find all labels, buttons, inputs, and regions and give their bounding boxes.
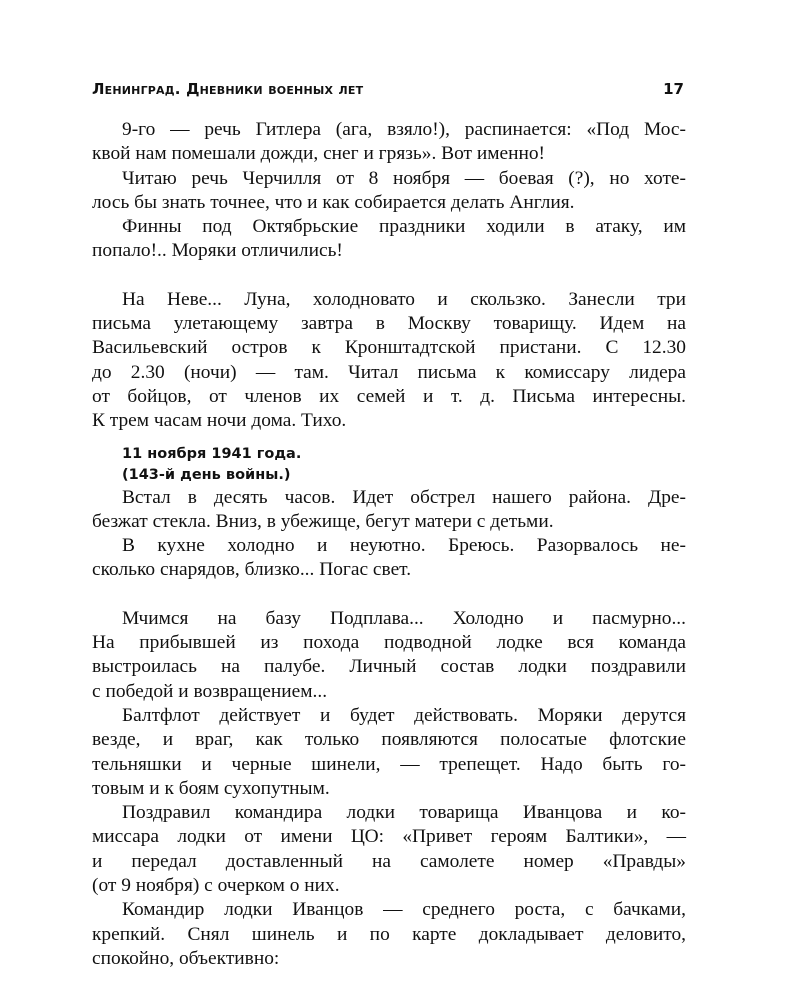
- text-line: товым и к боям сухопутным.: [92, 777, 330, 799]
- running-header: [92, 80, 684, 102]
- paragraph: [92, 215, 686, 264]
- text-line: Командир лодки Иванцов — среднего роста, с бачками,: [122, 899, 686, 921]
- paragraph: [92, 801, 686, 898]
- text-line: В кухне холодно и неуютно. Бреюсь. Разорвалось не-: [122, 535, 686, 557]
- entry-date: 11 ноября 1941 года.: [122, 445, 302, 462]
- text-line: выстроилась на палубе. Личный состав лодки поздравили: [92, 656, 686, 678]
- text-line: тельняшки и черные шинели, — трепещет. Надо быть го-: [92, 753, 686, 775]
- paragraph: [92, 898, 686, 971]
- paragraph: [92, 167, 686, 216]
- paragraph: [92, 607, 686, 704]
- text-line: Мчимся на базу Подплава... Холодно и пасмурно...: [122, 607, 686, 629]
- text-line: Читаю речь Черчилля от 8 ноября — боевая (?), но хоте-: [122, 167, 686, 189]
- text-line: квой нам помешали дожди, снег и грязь». Вот именно!: [92, 143, 545, 165]
- text-line: На прибывшей из похода подводной лодке вся команда: [92, 632, 686, 654]
- text-line: везде, и враг, как только появляются полосатые флотские: [92, 729, 686, 751]
- text-line: и передал доставленный на самолете номер «Правды»: [92, 850, 686, 872]
- body-text: [92, 118, 686, 971]
- text-line: (от 9 ноября) с очерком о них.: [92, 875, 340, 897]
- text-line: с победой и возвращением...: [92, 680, 328, 702]
- entry-heading: [122, 444, 686, 486]
- text-line: безжат стекла. Вниз, в убежище, бегут матери с детьми.: [92, 510, 554, 532]
- text-line: Поздравил командира лодки товарища Иванцова и ко-: [122, 802, 686, 824]
- page-number: 17: [663, 80, 684, 98]
- text-line: 9-го — речь Гитлера (ага, взяло!), распинается: «Под Мос-: [122, 119, 686, 140]
- text-line: лось бы знать точнее, что и как собирается делать Англия.: [92, 191, 575, 213]
- section-break: [92, 264, 686, 288]
- paragraph: [92, 486, 686, 535]
- text-line: Балтфлот действует и будет действовать. Моряки дерутся: [122, 704, 686, 726]
- paragraph: [92, 704, 686, 801]
- text-line: до 2.30 (ночи) — там. Читал письма к комиссару лидера: [92, 361, 686, 383]
- text-line: сколько снарядов, близко... Погас свет.: [92, 559, 412, 581]
- text-line: миссара лодки от имени ЦО: «Привет героям Балтики», —: [92, 826, 686, 848]
- section-break: [92, 583, 686, 607]
- text-line: Васильевский остров к Кронштадтской пристани. С 12.30: [92, 337, 686, 359]
- paragraph: [92, 288, 686, 434]
- text-line: Финны под Октябрьские праздники ходили в атаку, им: [122, 216, 686, 238]
- entry-war-day: (143-й день войны.): [122, 466, 291, 483]
- paragraph: [92, 534, 686, 583]
- text-line: На Неве... Луна, холодновато и скользко. Занесли три: [122, 288, 686, 310]
- text-line: крепкий. Снял шинель и по карте докладывает деловито,: [92, 923, 686, 945]
- text-line: от бойцов, от членов их семей и т. д. Письма интересны.: [92, 385, 686, 407]
- text-line: спокойно, объективно:: [92, 947, 280, 969]
- running-title: Ленинград. Дневники военных лет: [92, 80, 364, 98]
- text-line: К трем часам ночи дома. Тихо.: [92, 410, 347, 432]
- text-line: попало!.. Моряки отличились!: [92, 240, 343, 262]
- paragraph: [92, 118, 686, 167]
- text-line: Встал в десять часов. Идет обстрел нашего района. Дре-: [122, 486, 686, 508]
- text-line: письма улетающему завтра в Москву товарищу. Идем на: [92, 313, 686, 335]
